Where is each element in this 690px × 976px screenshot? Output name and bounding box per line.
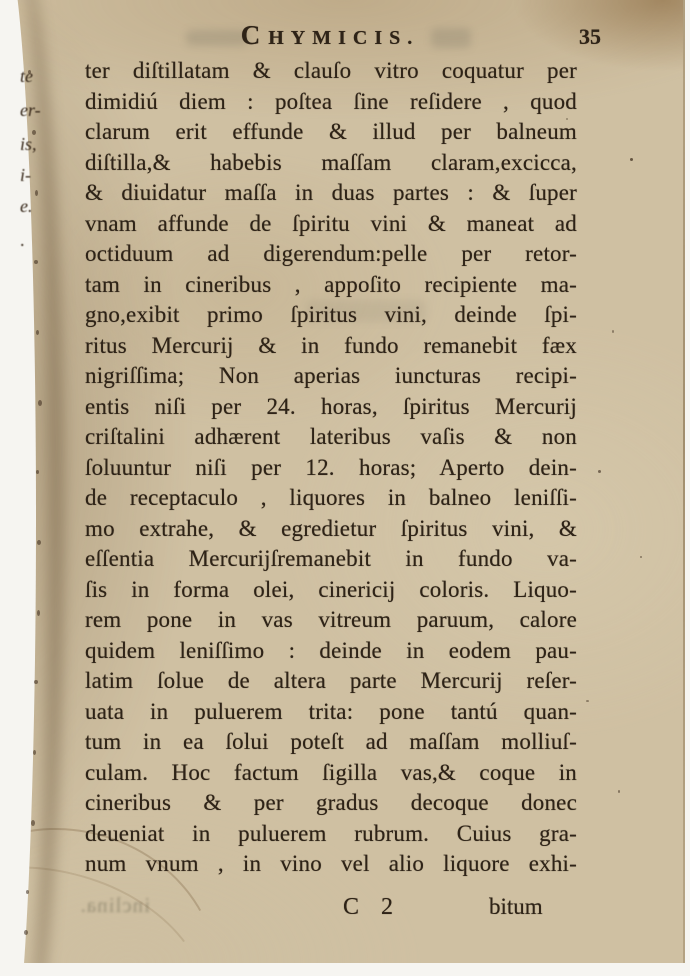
margin-fragment: e.: [20, 196, 33, 216]
text-line: ſoluuntur niſi per 12. horas; Aperto dein-: [85, 454, 577, 480]
text-line: octiduum ad digerendum:pelle per retor-: [85, 241, 577, 266]
page-number: 35: [579, 24, 601, 49]
book-page: [6, 0, 685, 963]
text-line: uata in puluerem trita: pone tantú quan-: [85, 698, 577, 724]
ink-speckle: [38, 400, 42, 406]
text-line: num vnum , in vino vel alio liquore exhi-: [85, 851, 577, 876]
ink-speckle: [630, 158, 633, 161]
bleedthrough-text: inclina.: [79, 893, 150, 917]
running-title: CHYMICIS.: [240, 20, 420, 50]
ink-speckle: [37, 610, 40, 616]
text-line: culam. Hoc factum ſigilla vas,& coque in: [85, 759, 577, 785]
margin-fragment: er-: [20, 100, 41, 120]
text-line: tam in cineribus , appoſito recipiente ma-: [85, 271, 577, 297]
text-line: gno,exibit primo ſpiritus vini, deinde ſpi-: [85, 302, 577, 327]
text-line: latim ſolue de altera parte Mercurij reſer-: [85, 668, 577, 693]
text-line: vnam affunde de ſpiritu vini & maneat ad: [85, 210, 577, 236]
page-text: [85, 56, 577, 880]
ink-speckle: [33, 750, 36, 755]
text-line: quidem leniſſimo : deinde in eodem pau-: [85, 637, 577, 663]
margin-fragment: te: [20, 66, 33, 86]
text-line: eſſentia Mercurijſremanebit in fundo va-: [85, 546, 577, 571]
text-line: ſis in forma olei, cinericij coloris. Liquo-: [85, 576, 577, 602]
text-line: entis niſi per 24. horas, ſpiritus Mercurij: [85, 393, 577, 419]
ink-speckle: [36, 470, 39, 474]
ink-speckle: [34, 680, 38, 684]
ink-speckle: [618, 790, 620, 793]
text-line: dimidiú diem : poſtea ſine reſidere , quod: [85, 88, 577, 114]
margin-fragment: is,: [20, 134, 37, 154]
text-line: ritus Mercurij & in fundo remanebit fæx: [85, 332, 577, 358]
ink-speckle: [566, 118, 568, 120]
ink-speckle: [612, 330, 614, 333]
text-line: tum in ea ſolui poteſt ad maſſam molliuſ-: [85, 729, 577, 754]
margin-fragment: i-: [20, 165, 31, 185]
page-footer: [85, 894, 577, 926]
ink-speckle: [37, 540, 41, 545]
text-line: criſtalini adhærent lateribus vaſis & non: [85, 424, 577, 449]
text-line: diſtilla,& habebis maſſam claram,excicca,: [85, 149, 577, 175]
text-line: deueniat in puluerem rubrum. Cuius gra-: [85, 820, 577, 846]
ink-speckle: [598, 470, 601, 473]
text-line: nigriſſima; Non aperias iuncturas recipi-: [85, 363, 577, 388]
ink-speckle: [26, 890, 29, 894]
ink-speckle: [35, 190, 38, 196]
catchword: bitum: [489, 894, 543, 919]
ink-speckle: [586, 700, 589, 702]
ink-speckle: [640, 556, 642, 558]
ink-speckle: [476, 742, 478, 744]
text-line: mo extrahe, & egredietur ſpiritus vini, &: [85, 515, 577, 541]
signature-mark: C 2: [343, 894, 394, 920]
page-header: [85, 20, 601, 51]
text-line: & diuidatur maſſa in duas partes : & ſuper: [85, 180, 577, 205]
text-line: clarum erit effunde & illud per balneum: [85, 119, 577, 144]
text-line: rem pone in vas vitreum paruum, calore: [85, 607, 577, 632]
text-line: de receptaculo , liquores in balneo leniſſi-: [85, 485, 577, 510]
margin-fragment: .: [20, 230, 25, 250]
text-line: cineribus & per gradus decoque donec: [85, 790, 577, 815]
text-line: ter diſtillatam & clauſo vitro coquatur per: [85, 58, 577, 83]
